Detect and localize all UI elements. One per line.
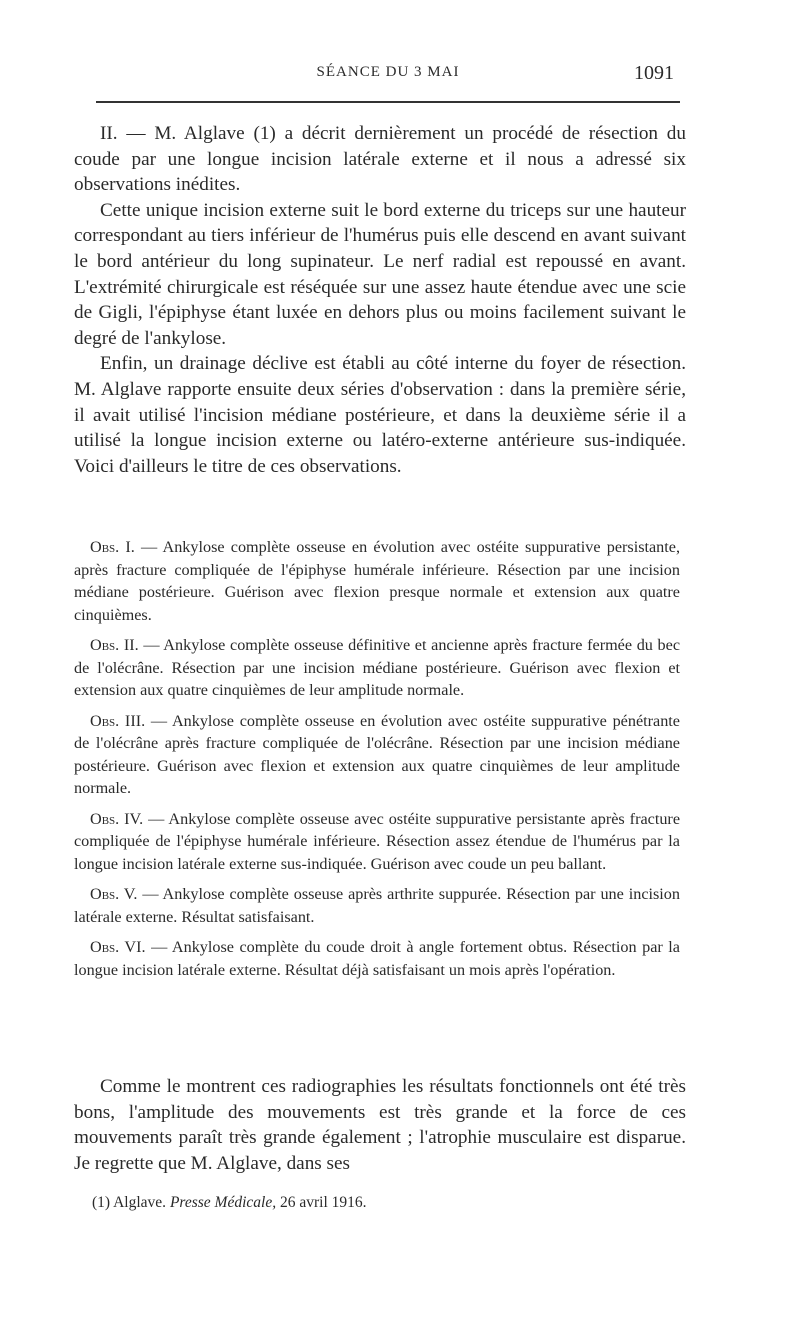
observation-item xyxy=(74,883,680,928)
observation-item xyxy=(74,808,680,876)
observation-text: — Ankylose complète osseuse après arthrite suppurée. Résection par une incision latérale externe. Résultat satisfaisant. xyxy=(74,885,680,926)
footnote-marker: (1) xyxy=(92,1194,111,1211)
observation-text: — Ankylose complète osseuse avec ostéite suppurative persistante après fracture compliquée de l'épiphyse humérale inférieure. Résection assez étendue de l'humérus par la longue incision latérale externe sus-indiquée. Guérison avec coude un peu ballant. xyxy=(74,809,681,873)
page-header xyxy=(96,62,680,90)
running-head: SÉANCE DU 3 MAI xyxy=(316,64,460,80)
observation-item xyxy=(74,936,680,981)
observation-label: Obs. IV. xyxy=(90,809,144,828)
observation-label: Obs. V. xyxy=(90,885,138,903)
observation-label: Obs. III. xyxy=(90,711,146,730)
observation-text: — Ankylose complète osseuse en évolution avec ostéite suppurative pénétrante de l'olécrâne après fracture compliquée de l'olécrâne. Résection par une incision médiane postérieure. Guérison avec flexion et extension aux quatre cinquièmes de leur amplitude normale. xyxy=(74,711,680,797)
observation-text: — Ankylose complète osseuse en évolution avec ostéite suppurative persistante, après fracture compliquée de l'épiphyse humérale inférieure. Résection par une incision médiane postérieure. Guérison avec flexion presque normale et extension aux quatre cinquièmes. xyxy=(74,538,681,624)
header-rule xyxy=(96,101,680,103)
footnote-date: 26 avril 1916. xyxy=(279,1194,367,1211)
observation-label: Obs. VI. xyxy=(90,938,146,956)
paragraph: Cette unique incision externe suit le bord externe du triceps sur une hauteur correspondant au tiers inférieur de l'humérus puis elle descend en avant suivant le bord antérieur du long supinateur. Le nerf radial est repoussé en avant. L'extrémité chirurgicale est réséquée sur une assez haute étendue avec une scie de Gigli, l'épiphyse étant luxée en dehors plus ou moins facilement suivant le degré de l'ankylose. xyxy=(74,199,686,349)
observation-text: — Ankylose complète osseuse définitive et ancienne après fracture fermée du bec de l'olécrâne. Résection par une incision médiane postérieure. Guérison avec flexion et extension aux quatre cinquièmes de leur amplitude normale. xyxy=(74,636,681,699)
paragraph: II. — M. Alglave (1) a décrit dernièrement un procédé de résection du coude par une longue incision latérale externe et il nous a adressé six observations inédites. xyxy=(74,123,686,196)
observation-text: — Ankylose complète du coude droit à angle fortement obtus. Résection par la longue incision latérale externe. Résultat déjà satisfaisant un mois après l'opération. xyxy=(74,938,680,979)
main-text xyxy=(74,121,686,479)
observations-list xyxy=(74,536,680,989)
conclusion-text xyxy=(74,1074,686,1176)
observation-item xyxy=(74,536,680,626)
observation-item xyxy=(74,634,680,702)
footnote xyxy=(92,1193,367,1213)
paragraph: Comme le montrent ces radiographies les résultats fonctionnels ont été très bons, l'amplitude des mouvements est très grande et la force de ces mouvements paraît très grande également ; l'atrophie musculaire est disparue. Je regrette que M. Alglave, dans ses xyxy=(74,1076,686,1174)
observation-item xyxy=(74,710,680,800)
observation-label: Obs. II. xyxy=(90,636,139,654)
paragraph: Enfin, un drainage déclive est établi au côté interne du foyer de résection. M. Alglave rapporte ensuite deux séries d'observation : dans la première série, il avait utilisé l'incision médiane postérieure, et dans la deuxième série il a utilisé la longue incision externe ou latéro-externe antérieure sus-indiquée. Voici d'ailleurs le titre de ces observations. xyxy=(74,353,686,477)
page-number: 1091 xyxy=(634,62,674,84)
footnote-author: Alglave. xyxy=(113,1194,167,1211)
footnote-journal: Presse Médicale, xyxy=(169,1194,277,1211)
observation-label: Obs. I. xyxy=(90,538,135,556)
